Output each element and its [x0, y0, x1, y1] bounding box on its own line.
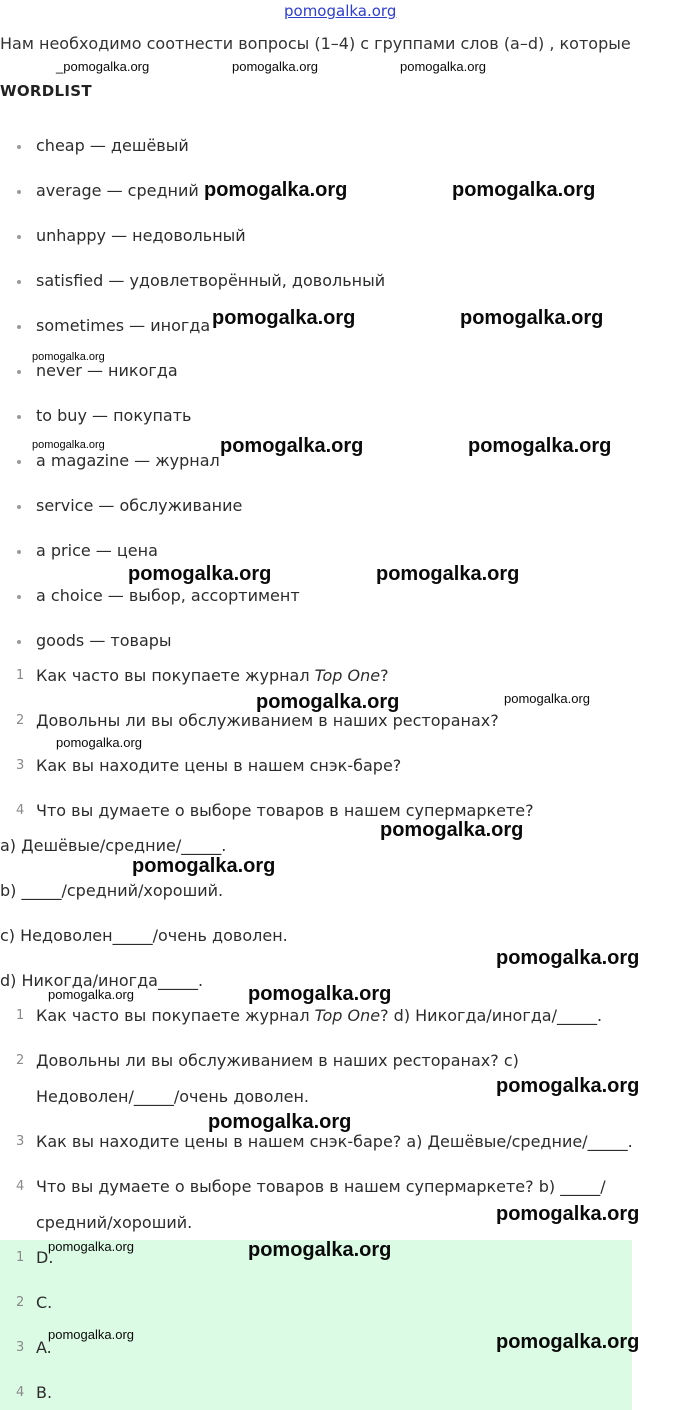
- watermark: pomogalka.org: [32, 351, 105, 363]
- watermark: pomogalka.org: [212, 307, 356, 329]
- watermark: pomogalka.org: [48, 1239, 134, 1254]
- bullet-icon: [17, 595, 21, 599]
- answer-block: [0, 1240, 632, 1410]
- watermark: pomogalka.org: [128, 563, 272, 585]
- watermark: pomogalka.org: [496, 1331, 640, 1353]
- bullet-icon: [17, 460, 21, 464]
- watermark: pomogalka.org: [248, 1239, 392, 1261]
- watermark: pomogalka.org: [400, 59, 486, 74]
- bullet-icon: [17, 370, 21, 374]
- option-item: c) Недоволен_____/очень доволен.: [0, 926, 288, 945]
- watermark: pomogalka.org: [452, 179, 596, 201]
- wordlist-heading: WORDLIST: [0, 82, 92, 100]
- bullet-icon: [17, 325, 21, 329]
- watermark: pomogalka.org: [48, 987, 134, 1002]
- bullet-icon: [17, 235, 21, 239]
- watermark: pomogalka.org: [256, 691, 400, 713]
- watermark: pomogalka.org: [504, 691, 590, 706]
- bullet-icon: [17, 415, 21, 419]
- watermark: pomogalka.org: [208, 1111, 352, 1133]
- option-item: a) Дешёвые/средние/_____.: [0, 836, 227, 855]
- bullet-icon: [17, 280, 21, 284]
- watermark: _pomogalka.org: [56, 59, 150, 74]
- watermark: pomogalka.org: [496, 947, 640, 969]
- watermark: pomogalka.org: [220, 435, 364, 457]
- watermark: pomogalka.org: [32, 439, 105, 451]
- bullet-icon: [17, 190, 21, 194]
- bullet-icon: [17, 505, 21, 509]
- bullet-icon: [17, 550, 21, 554]
- watermark: pomogalka.org: [376, 563, 520, 585]
- watermark: pomogalka.org: [380, 819, 524, 841]
- site-link[interactable]: pomogalka.org: [284, 2, 397, 20]
- watermark: pomogalka.org: [56, 735, 142, 750]
- task-intro: Нам необходимо соотнести вопросы (1–4) с группами слов (a–d) , которые: [0, 34, 631, 53]
- watermark: pomogalka.org: [204, 179, 348, 201]
- watermark: pomogalka.org: [496, 1203, 640, 1225]
- watermark: pomogalka.org: [248, 983, 392, 1005]
- watermark: pomogalka.org: [460, 307, 604, 329]
- bullet-icon: [17, 640, 21, 644]
- option-item: b) _____/средний/хороший.: [0, 881, 224, 900]
- watermark: pomogalka.org: [496, 1075, 640, 1097]
- watermark: pomogalka.org: [48, 1327, 134, 1342]
- watermark: pomogalka.org: [468, 435, 612, 457]
- option-item: d) Никогда/иногда_____.: [0, 971, 204, 990]
- watermark: pomogalka.org: [232, 59, 318, 74]
- bullet-icon: [17, 145, 21, 149]
- watermark: pomogalka.org: [132, 855, 276, 877]
